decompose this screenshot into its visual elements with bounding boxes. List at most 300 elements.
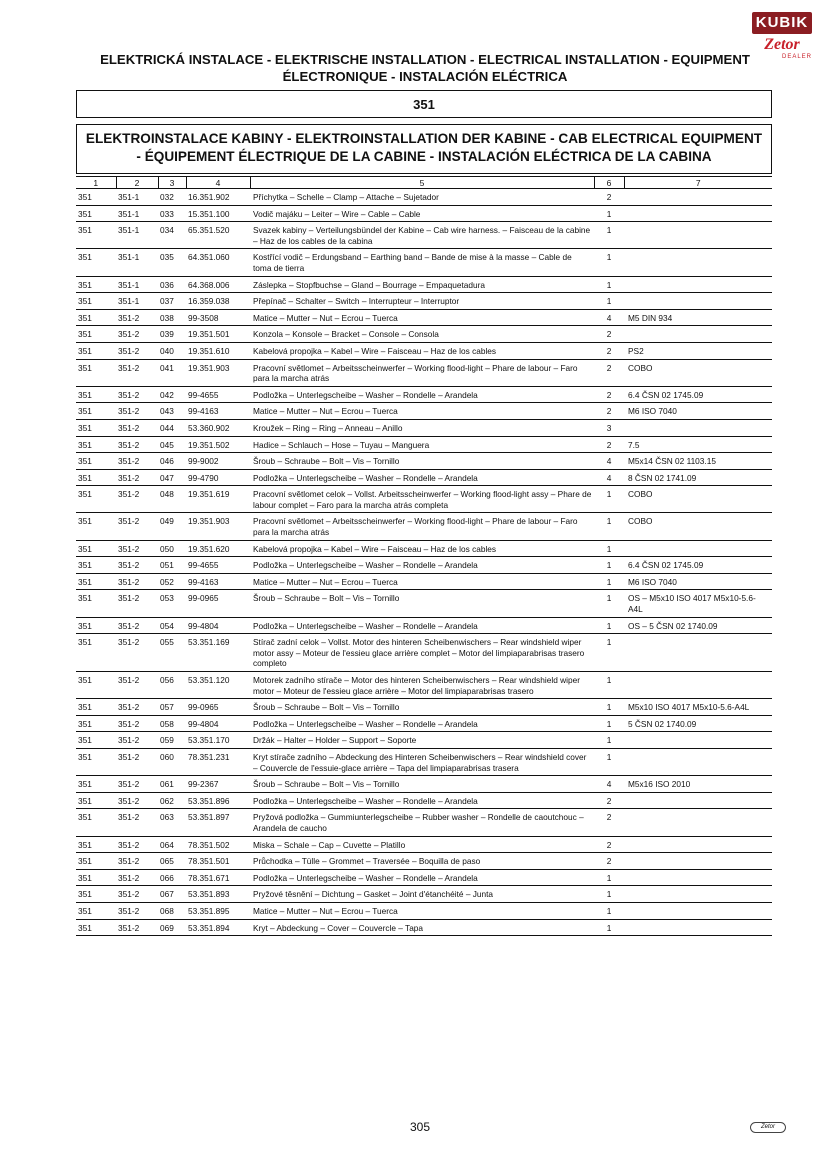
- cell-quantity: 1: [594, 249, 624, 276]
- cell-subgroup: 351-2: [116, 732, 158, 749]
- cell-note: COBO: [624, 513, 772, 540]
- cell-part-number: 78.351.671: [186, 869, 250, 886]
- cell-note: [624, 792, 772, 809]
- cell-note: [624, 189, 772, 206]
- cell-description: Podložka – Unterlegscheibe – Washer – Rondelle – Arandela: [250, 617, 594, 634]
- cell-description: Pracovní světlomet – Arbeitsscheinwerfer – Working flood-light – Phare de labour – Faro para la marcha atrás: [250, 359, 594, 386]
- cell-position: 052: [158, 573, 186, 590]
- cell-part-number: 64.368.006: [186, 276, 250, 293]
- cell-part-number: 99-4655: [186, 386, 250, 403]
- cell-note: 8 ČSN 02 1741.09: [624, 469, 772, 486]
- cell-position: 048: [158, 486, 186, 513]
- table-row: [76, 792, 772, 809]
- cell-note: [624, 540, 772, 557]
- cell-description: Podložka – Unterlegscheibe – Washer – Rondelle – Arandela: [250, 869, 594, 886]
- cell-quantity: 1: [594, 276, 624, 293]
- table-row: [76, 189, 772, 206]
- cell-part-number: 99-2367: [186, 776, 250, 793]
- cell-quantity: 1: [594, 293, 624, 310]
- cell-part-number: 53.351.120: [186, 672, 250, 699]
- column-header: 4: [186, 177, 250, 189]
- cell-description: Podložka – Unterlegscheibe – Washer – Rondelle – Arandela: [250, 792, 594, 809]
- cell-part-number: 99-0965: [186, 699, 250, 716]
- cell-part-number: 65.351.520: [186, 222, 250, 249]
- cell-subgroup: 351-2: [116, 748, 158, 775]
- cell-quantity: 1: [594, 634, 624, 672]
- cell-subgroup: 351-2: [116, 853, 158, 870]
- table-row: [76, 809, 772, 836]
- cell-description: Držák – Halter – Holder – Support – Soporte: [250, 732, 594, 749]
- cell-quantity: 1: [594, 672, 624, 699]
- cell-part-number: 99-3508: [186, 309, 250, 326]
- cell-group: 351: [76, 436, 116, 453]
- column-header: 1: [76, 177, 116, 189]
- cell-description: Šroub – Schraube – Bolt – Vis – Tornillo: [250, 699, 594, 716]
- table-row: [76, 869, 772, 886]
- cell-part-number: 99-4163: [186, 403, 250, 420]
- cell-position: 060: [158, 748, 186, 775]
- cell-part-number: 15.351.100: [186, 205, 250, 222]
- cell-description: Kostřící vodič – Erdungsband – Earthing band – Bande de mise à la masse – Cable de toma de tierra: [250, 249, 594, 276]
- cell-part-number: 53.351.170: [186, 732, 250, 749]
- table-row: [76, 342, 772, 359]
- cell-note: [624, 919, 772, 936]
- cell-group: 351: [76, 699, 116, 716]
- cell-position: 061: [158, 776, 186, 793]
- cell-description: Kabelová propojka – Kabel – Wire – Faisceau – Haz de los cables: [250, 540, 594, 557]
- table-row: [76, 902, 772, 919]
- cell-position: 041: [158, 359, 186, 386]
- cell-part-number: 53.351.893: [186, 886, 250, 903]
- cell-group: 351: [76, 205, 116, 222]
- cell-quantity: 4: [594, 776, 624, 793]
- cell-position: 040: [158, 342, 186, 359]
- cell-position: 038: [158, 309, 186, 326]
- cell-subgroup: 351-2: [116, 513, 158, 540]
- cell-note: M5x14 ČSN 02 1103.15: [624, 453, 772, 470]
- cell-note: COBO: [624, 486, 772, 513]
- cell-quantity: 1: [594, 886, 624, 903]
- cell-part-number: 53.351.895: [186, 902, 250, 919]
- cell-note: OS – 5 ČSN 02 1740.09: [624, 617, 772, 634]
- cell-group: 351: [76, 557, 116, 574]
- cell-position: 062: [158, 792, 186, 809]
- cell-position: 059: [158, 732, 186, 749]
- cell-group: 351: [76, 792, 116, 809]
- cell-part-number: 78.351.231: [186, 748, 250, 775]
- footer-zetor-mark: Zetor: [750, 1122, 786, 1133]
- cell-note: COBO: [624, 359, 772, 386]
- cell-subgroup: 351-2: [116, 919, 158, 936]
- table-header-row: [76, 177, 772, 189]
- table-row: [76, 617, 772, 634]
- cell-description: Matice – Mutter – Nut – Ecrou – Tuerca: [250, 403, 594, 420]
- cell-part-number: 19.351.903: [186, 513, 250, 540]
- cell-group: 351: [76, 836, 116, 853]
- cell-subgroup: 351-2: [116, 540, 158, 557]
- cell-part-number: 99-9002: [186, 453, 250, 470]
- cell-subgroup: 351-2: [116, 469, 158, 486]
- cell-note: [624, 634, 772, 672]
- section-number-box: 351: [76, 90, 772, 118]
- cell-position: 051: [158, 557, 186, 574]
- cell-group: 351: [76, 748, 116, 775]
- cell-group: 351: [76, 469, 116, 486]
- cell-quantity: 1: [594, 557, 624, 574]
- cell-group: 351: [76, 902, 116, 919]
- cell-subgroup: 351-2: [116, 342, 158, 359]
- cell-part-number: 64.351.060: [186, 249, 250, 276]
- cell-description: Záslepka – Stopfbuchse – Gland – Bourrage – Empaquetadura: [250, 276, 594, 293]
- cell-group: 351: [76, 419, 116, 436]
- cell-subgroup: 351-2: [116, 776, 158, 793]
- cell-group: 351: [76, 403, 116, 420]
- cell-description: Podložka – Unterlegscheibe – Washer – Rondelle – Arandela: [250, 715, 594, 732]
- cell-group: 351: [76, 513, 116, 540]
- table-row: [76, 513, 772, 540]
- cell-subgroup: 351-2: [116, 836, 158, 853]
- table-row: [76, 836, 772, 853]
- cell-part-number: 99-4804: [186, 715, 250, 732]
- table-row: [76, 359, 772, 386]
- cell-group: 351: [76, 342, 116, 359]
- table-row: [76, 590, 772, 617]
- cell-quantity: 1: [594, 748, 624, 775]
- page-number: 305: [409, 1120, 431, 1134]
- cell-description: Kryt – Abdeckung – Cover – Couvercle – Tapa: [250, 919, 594, 936]
- cell-part-number: 99-4804: [186, 617, 250, 634]
- table-row: [76, 419, 772, 436]
- table-row: [76, 672, 772, 699]
- table-row: [76, 403, 772, 420]
- cell-group: 351: [76, 886, 116, 903]
- cell-description: Šroub – Schraube – Bolt – Vis – Tornillo: [250, 590, 594, 617]
- cell-subgroup: 351-1: [116, 222, 158, 249]
- cell-note: [624, 249, 772, 276]
- cell-description: Hadice – Schlauch – Hose – Tuyau – Manguera: [250, 436, 594, 453]
- cell-group: 351: [76, 919, 116, 936]
- cell-quantity: 1: [594, 617, 624, 634]
- cell-note: 6.4 ČSN 02 1745.09: [624, 386, 772, 403]
- cell-position: 047: [158, 469, 186, 486]
- table-row: [76, 276, 772, 293]
- cell-subgroup: 351-2: [116, 869, 158, 886]
- cell-description: Šroub – Schraube – Bolt – Vis – Tornillo: [250, 453, 594, 470]
- table-row: [76, 557, 772, 574]
- cell-note: PS2: [624, 342, 772, 359]
- cell-group: 351: [76, 222, 116, 249]
- cell-subgroup: 351-2: [116, 573, 158, 590]
- cell-description: Přepínač – Schalter – Switch – Interrupteur – Interruptor: [250, 293, 594, 310]
- cell-subgroup: 351-1: [116, 189, 158, 206]
- cell-group: 351: [76, 776, 116, 793]
- cell-note: M5 DIN 934: [624, 309, 772, 326]
- cell-part-number: 99-4790: [186, 469, 250, 486]
- cell-part-number: 99-4655: [186, 557, 250, 574]
- table-row: [76, 249, 772, 276]
- cell-position: 053: [158, 590, 186, 617]
- cell-position: 043: [158, 403, 186, 420]
- cell-subgroup: 351-2: [116, 590, 158, 617]
- cell-part-number: 53.351.896: [186, 792, 250, 809]
- table-row: [76, 469, 772, 486]
- column-header: 7: [624, 177, 772, 189]
- cell-group: 351: [76, 486, 116, 513]
- cell-group: 351: [76, 732, 116, 749]
- cell-note: M5x16 ISO 2010: [624, 776, 772, 793]
- cell-position: 049: [158, 513, 186, 540]
- cell-group: 351: [76, 573, 116, 590]
- cell-quantity: 2: [594, 189, 624, 206]
- cell-subgroup: 351-2: [116, 902, 158, 919]
- cell-position: 050: [158, 540, 186, 557]
- cell-note: [624, 205, 772, 222]
- cell-group: 351: [76, 386, 116, 403]
- cell-quantity: 1: [594, 869, 624, 886]
- cell-note: 7.5: [624, 436, 772, 453]
- cell-quantity: 1: [594, 919, 624, 936]
- table-row: [76, 573, 772, 590]
- cell-quantity: 2: [594, 359, 624, 386]
- cell-description: Matice – Mutter – Nut – Ecrou – Tuerca: [250, 902, 594, 919]
- cell-part-number: 99-4163: [186, 573, 250, 590]
- cell-subgroup: 351-1: [116, 249, 158, 276]
- cell-note: [624, 276, 772, 293]
- cell-note: [624, 809, 772, 836]
- cell-group: 351: [76, 326, 116, 343]
- cell-note: 5 ČSN 02 1740.09: [624, 715, 772, 732]
- cell-quantity: 2: [594, 853, 624, 870]
- cell-group: 351: [76, 293, 116, 310]
- logo-dealer-text: DEALER: [781, 54, 812, 60]
- cell-part-number: 16.351.902: [186, 189, 250, 206]
- cell-subgroup: 351-2: [116, 486, 158, 513]
- cell-description: Kryt stírače zadního – Abdeckung des Hinteren Scheibenwischers – Rear windshield cover – Couvercle de l'essuie-glace arrière – Tapa del limpiaparabrisas trasera: [250, 748, 594, 775]
- cell-subgroup: 351-2: [116, 792, 158, 809]
- cell-subgroup: 351-2: [116, 715, 158, 732]
- cell-subgroup: 351-2: [116, 359, 158, 386]
- table-row: [76, 309, 772, 326]
- table-row: [76, 222, 772, 249]
- cell-part-number: 19.351.620: [186, 540, 250, 557]
- cell-position: 063: [158, 809, 186, 836]
- cell-quantity: 4: [594, 469, 624, 486]
- cell-subgroup: 351-2: [116, 326, 158, 343]
- cell-note: [624, 222, 772, 249]
- table-row: [76, 453, 772, 470]
- cell-subgroup: 351-2: [116, 309, 158, 326]
- cell-quantity: 1: [594, 486, 624, 513]
- cell-description: Pracovní světlomet – Arbeitsscheinwerfer – Working flood-light – Phare de labour – Faro para la marcha atrás: [250, 513, 594, 540]
- cell-description: Průchodka – Tülle – Grommet – Traversée – Boquilla de paso: [250, 853, 594, 870]
- cell-position: 066: [158, 869, 186, 886]
- page-title: [78, 51, 772, 85]
- cell-note: [624, 672, 772, 699]
- cell-group: 351: [76, 672, 116, 699]
- cell-subgroup: 351-2: [116, 557, 158, 574]
- cell-description: Podložka – Unterlegscheibe – Washer – Rondelle – Arandela: [250, 469, 594, 486]
- cell-description: Stírač zadní celok – Vollst. Motor des hinteren Scheibenwischers – Rear windshield wiper motor assy – Moteur de l'essieu glace arrière complet – Motor del limpiaparabrisas trasero completo: [250, 634, 594, 672]
- cell-quantity: 1: [594, 902, 624, 919]
- table-row: [76, 486, 772, 513]
- cell-quantity: 2: [594, 836, 624, 853]
- cell-group: 351: [76, 869, 116, 886]
- table-row: [76, 699, 772, 716]
- table-row: [76, 748, 772, 775]
- cell-quantity: 1: [594, 715, 624, 732]
- cell-subgroup: 351-2: [116, 672, 158, 699]
- cell-quantity: 2: [594, 342, 624, 359]
- cell-position: 045: [158, 436, 186, 453]
- cell-quantity: 4: [594, 453, 624, 470]
- parts-table-body: [76, 189, 772, 936]
- cell-quantity: 3: [594, 419, 624, 436]
- group-title-line1: ELEKTROINSTALACE KABINY - ELEKTROINSTALLATION DER KABINE - CAB ELECTRICAL EQUIPMENT: [85, 131, 763, 146]
- cell-subgroup: 351-2: [116, 436, 158, 453]
- logo-zetor-text: Zetor: [764, 36, 800, 53]
- cell-position: 035: [158, 249, 186, 276]
- cell-quantity: 2: [594, 386, 624, 403]
- cell-note: [624, 419, 772, 436]
- cell-note: [624, 326, 772, 343]
- cell-position: 058: [158, 715, 186, 732]
- cell-group: 351: [76, 617, 116, 634]
- table-row: [76, 776, 772, 793]
- cell-part-number: 99-0965: [186, 590, 250, 617]
- cell-position: 064: [158, 836, 186, 853]
- cell-description: Vodič majáku – Leiter – Wire – Cable – Cable: [250, 205, 594, 222]
- cell-description: Kroužek – Ring – Ring – Anneau – Anillo: [250, 419, 594, 436]
- cell-description: Šroub – Schraube – Bolt – Vis – Tornillo: [250, 776, 594, 793]
- cell-note: M6 ISO 7040: [624, 403, 772, 420]
- group-title-line2: - ÉQUIPEMENT ÉLECTRIQUE DE LA CABINE - INSTALACIÓN ELÉCTRICA DE LA CABINA: [136, 149, 712, 164]
- column-header: 2: [116, 177, 158, 189]
- cell-description: Pracovní světlomet celok – Vollst. Arbeitsscheinwerfer – Working flood-light assy – Phare de labour complet – Faro para la marcha atrás completa: [250, 486, 594, 513]
- page-title-line1: ELEKTRICKÁ INSTALACE - ELEKTRISCHE INSTALLATION - ELECTRICAL INSTALLATION - EQUIPMENT: [100, 52, 750, 67]
- cell-description: Miska – Schale – Cap – Cuvette – Platillo: [250, 836, 594, 853]
- cell-position: 067: [158, 886, 186, 903]
- cell-quantity: 2: [594, 792, 624, 809]
- cell-description: Příchytka – Schelle – Clamp – Attache – Sujetador: [250, 189, 594, 206]
- cell-quantity: 1: [594, 699, 624, 716]
- cell-quantity: 1: [594, 573, 624, 590]
- cell-quantity: 2: [594, 326, 624, 343]
- cell-note: [624, 732, 772, 749]
- cell-position: 042: [158, 386, 186, 403]
- cell-quantity: 2: [594, 436, 624, 453]
- cell-subgroup: 351-2: [116, 453, 158, 470]
- column-header: 6: [594, 177, 624, 189]
- cell-note: [624, 853, 772, 870]
- cell-position: 044: [158, 419, 186, 436]
- cell-subgroup: 351-2: [116, 634, 158, 672]
- cell-part-number: 53.351.169: [186, 634, 250, 672]
- table-row: [76, 205, 772, 222]
- cell-group: 351: [76, 853, 116, 870]
- cell-subgroup: 351-1: [116, 293, 158, 310]
- page-title-line2: ÉLECTRONIQUE - INSTALACIÓN ELÉCTRICA: [282, 69, 568, 84]
- table-row: [76, 293, 772, 310]
- cell-quantity: 1: [594, 205, 624, 222]
- cell-part-number: 53.360.902: [186, 419, 250, 436]
- table-row: [76, 853, 772, 870]
- cell-description: Svazek kabiny – Verteilungsbündel der Kabine – Cab wire harness. – Faisceau de la cabine – Haz de los cables de la cabina: [250, 222, 594, 249]
- cell-subgroup: 351-2: [116, 886, 158, 903]
- cell-note: [624, 869, 772, 886]
- cell-quantity: 4: [594, 309, 624, 326]
- cell-note: [624, 886, 772, 903]
- cell-note: [624, 293, 772, 310]
- cell-part-number: 19.351.619: [186, 486, 250, 513]
- cell-position: 057: [158, 699, 186, 716]
- cell-group: 351: [76, 453, 116, 470]
- table-row: [76, 886, 772, 903]
- cell-part-number: 78.351.502: [186, 836, 250, 853]
- cell-quantity: 1: [594, 732, 624, 749]
- cell-description: Motorek zadního stírače – Motor des hinteren Scheibenwischers – Rear windshield wiper motor – Moteur de l'essieu glace arrière – Motor del limpiaparabrisas trasero: [250, 672, 594, 699]
- cell-group: 351: [76, 276, 116, 293]
- cell-position: 069: [158, 919, 186, 936]
- cell-note: M6 ISO 7040: [624, 573, 772, 590]
- cell-note: [624, 836, 772, 853]
- cell-subgroup: 351-1: [116, 205, 158, 222]
- cell-position: 068: [158, 902, 186, 919]
- cell-description: Kabelová propojka – Kabel – Wire – Faisceau – Haz de los cables: [250, 342, 594, 359]
- cell-position: 054: [158, 617, 186, 634]
- logo-kubik-text: KUBIK: [752, 12, 812, 34]
- cell-subgroup: 351-2: [116, 699, 158, 716]
- cell-note: [624, 902, 772, 919]
- cell-part-number: 53.351.894: [186, 919, 250, 936]
- cell-position: 055: [158, 634, 186, 672]
- cell-group: 351: [76, 249, 116, 276]
- cell-quantity: 1: [594, 540, 624, 557]
- cell-group: 351: [76, 359, 116, 386]
- cell-position: 065: [158, 853, 186, 870]
- cell-subgroup: 351-2: [116, 809, 158, 836]
- column-header: 3: [158, 177, 186, 189]
- table-row: [76, 634, 772, 672]
- cell-part-number: 19.351.903: [186, 359, 250, 386]
- cell-subgroup: 351-2: [116, 617, 158, 634]
- cell-position: 056: [158, 672, 186, 699]
- cell-quantity: 1: [594, 513, 624, 540]
- table-row: [76, 715, 772, 732]
- cell-group: 351: [76, 715, 116, 732]
- table-row: [76, 326, 772, 343]
- cell-position: 033: [158, 205, 186, 222]
- cell-subgroup: 351-2: [116, 419, 158, 436]
- cell-note: [624, 748, 772, 775]
- table-row: [76, 540, 772, 557]
- cell-subgroup: 351-1: [116, 276, 158, 293]
- table-row: [76, 732, 772, 749]
- table-row: [76, 386, 772, 403]
- cell-group: 351: [76, 309, 116, 326]
- cell-group: 351: [76, 809, 116, 836]
- cell-part-number: 19.351.501: [186, 326, 250, 343]
- cell-position: 039: [158, 326, 186, 343]
- cell-position: 036: [158, 276, 186, 293]
- cell-group: 351: [76, 189, 116, 206]
- cell-part-number: 53.351.897: [186, 809, 250, 836]
- cell-group: 351: [76, 590, 116, 617]
- cell-description: Matice – Mutter – Nut – Ecrou – Tuerca: [250, 573, 594, 590]
- cell-quantity: 2: [594, 403, 624, 420]
- cell-part-number: 78.351.501: [186, 853, 250, 870]
- cell-description: Konzola – Konsole – Bracket – Console – Consola: [250, 326, 594, 343]
- cell-note: 6.4 ČSN 02 1745.09: [624, 557, 772, 574]
